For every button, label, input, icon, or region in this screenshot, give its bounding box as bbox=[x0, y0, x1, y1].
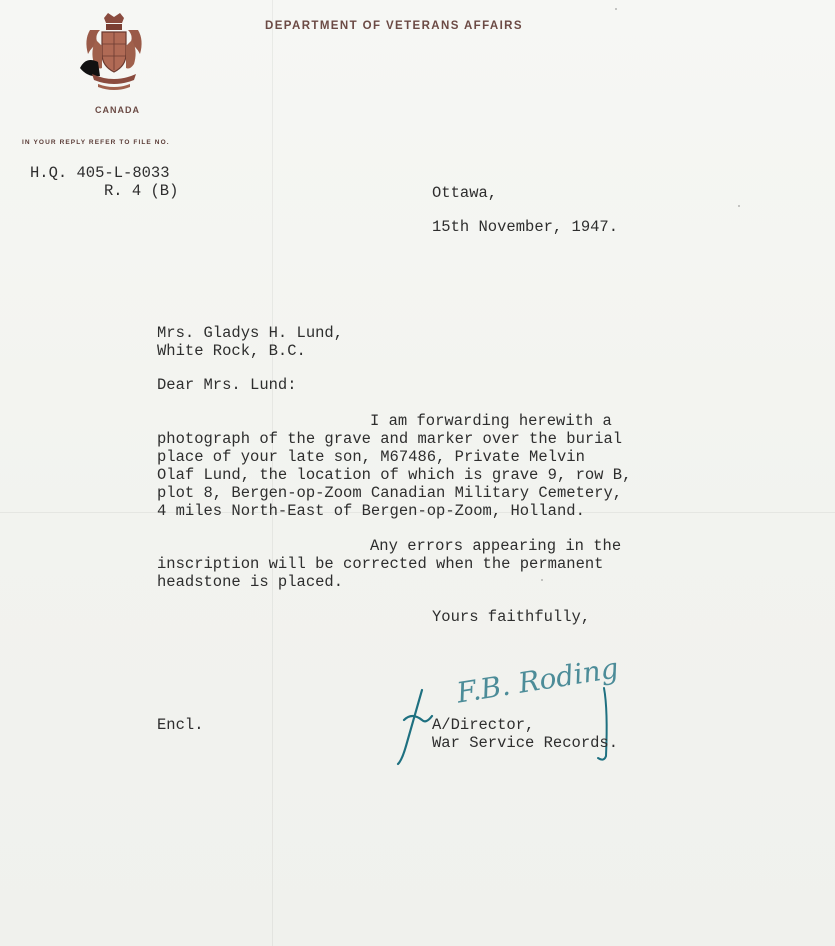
paper-speck bbox=[615, 8, 617, 10]
file-subreference: R. 4 (B) bbox=[104, 182, 179, 200]
recipient-name: Mrs. Gladys H. Lund, bbox=[157, 324, 344, 342]
recipient-address: White Rock, B.C. bbox=[157, 342, 306, 360]
body-line: place of your late son, M67486, Private Melvin bbox=[157, 448, 585, 466]
paper-speck bbox=[738, 205, 740, 207]
handwritten-signature: F.B. Roding bbox=[454, 651, 622, 710]
country-label: CANADA bbox=[95, 105, 140, 115]
reply-reference-notice: IN YOUR REPLY REFER TO FILE NO. bbox=[22, 139, 170, 146]
body-line: Olaf Lund, the location of which is grave 9, row B, bbox=[157, 466, 632, 484]
dateline-place: Ottawa, bbox=[432, 184, 498, 202]
closing: Yours faithfully, bbox=[432, 608, 591, 626]
salutation: Dear Mrs. Lund: bbox=[157, 376, 297, 394]
body-line: Any errors appearing in the bbox=[370, 537, 622, 555]
body-line: 4 miles North-East of Bergen-op-Zoom, Holland. bbox=[157, 502, 585, 520]
signatory-title: A/Director, bbox=[432, 716, 535, 734]
enclosure-note: Encl. bbox=[157, 716, 204, 734]
body-line: inscription will be corrected when the permanent bbox=[157, 555, 604, 573]
paper-speck bbox=[541, 579, 543, 581]
dateline-date: 15th November, 1947. bbox=[432, 218, 619, 236]
body-line: photograph of the grave and marker over the burial bbox=[157, 430, 623, 448]
coat-of-arms-icon bbox=[76, 10, 152, 94]
body-line: I am forwarding herewith a bbox=[370, 412, 612, 430]
signatory-office: War Service Records. bbox=[432, 734, 619, 752]
body-line: headstone is placed. bbox=[157, 573, 344, 591]
department-heading: DEPARTMENT OF VETERANS AFFAIRS bbox=[265, 20, 523, 32]
body-line: plot 8, Bergen-op-Zoom Canadian Military Cemetery, bbox=[157, 484, 623, 502]
file-number: H.Q. 405-L-8033 bbox=[30, 164, 170, 182]
